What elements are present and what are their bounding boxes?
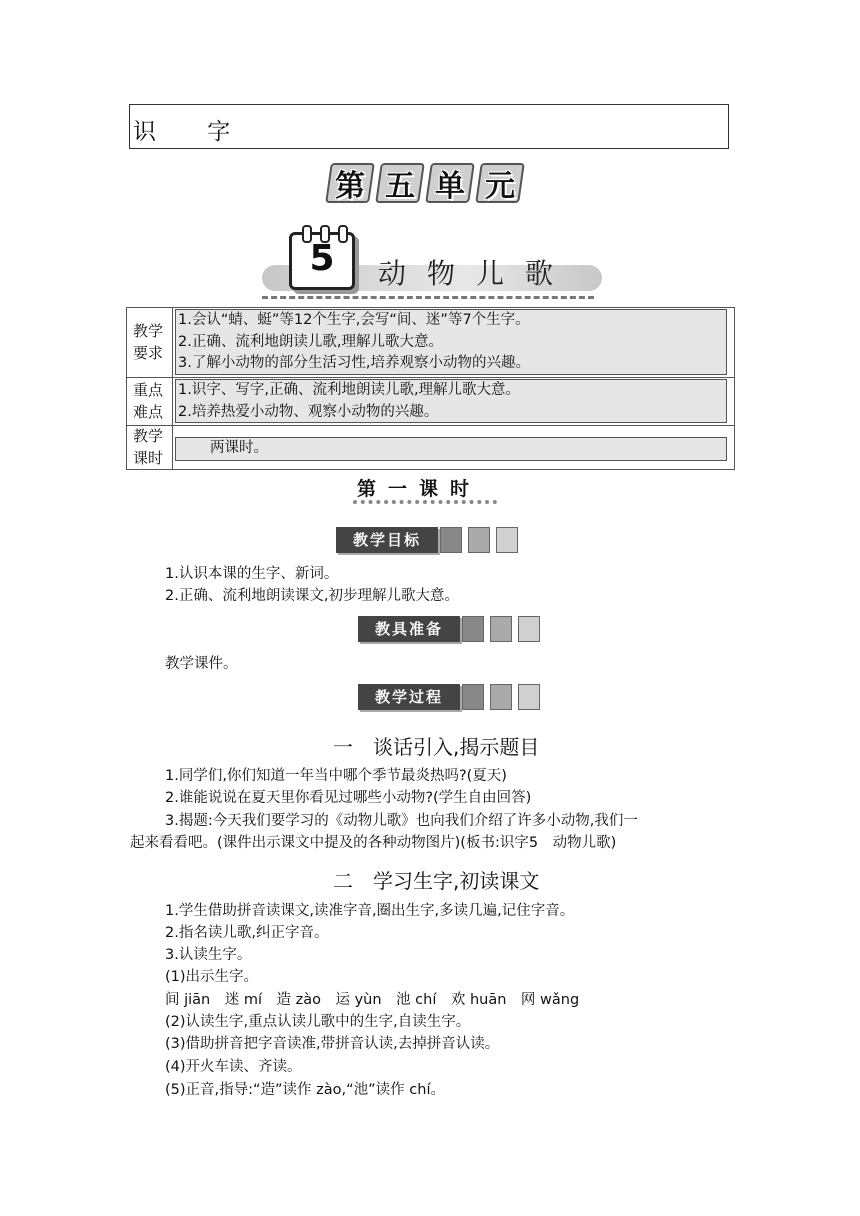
requirements-line: 2.正确、流利地朗读儿歌,理解儿歌大意。 [178, 333, 443, 350]
goal-item: 2.正确、流利地朗读课文,初步理解儿歌大意。 [165, 588, 459, 604]
first-period-header [331, 472, 507, 512]
first-period-divider [353, 500, 497, 504]
first-period-title: 第一课时 [356, 478, 481, 500]
requirements-cell [175, 309, 727, 375]
unit-char-2: 五 [375, 163, 425, 203]
part1-line: 1.同学们,你们知道一年当中哪个季节最炎热吗?(夏天) [165, 768, 507, 784]
calendar-icon [289, 232, 355, 290]
section-title: 识 字 [133, 119, 253, 145]
requirements-line: 1.会认“蜻、蜓”等12个生字,会写“间、迷”等7个生字。 [178, 312, 530, 328]
tag-square [490, 616, 512, 642]
tag-teaching-tools [358, 616, 548, 642]
tag-teaching-process [358, 684, 548, 710]
unit-char-1: 第 [325, 163, 375, 203]
tools-text: 教学课件。 [165, 656, 238, 672]
tag-square [496, 527, 518, 553]
unit-char-4: 元 [475, 163, 525, 203]
tag-square [490, 684, 512, 710]
keypoints-line: 2.培养热爱小动物、观察小动物的兴趣。 [178, 403, 439, 420]
goal-item: 1.认识本课的生字、新词。 [165, 566, 339, 582]
requirements-table [126, 307, 735, 470]
tag-square [462, 616, 484, 642]
periods-label: 教学 课时 [132, 427, 163, 467]
section-title-box [129, 104, 729, 149]
tag-label: 教学目标 [336, 527, 438, 553]
keypoints-line: 1.识字、写字,正确、流利地朗读儿歌,理解儿歌大意。 [178, 382, 521, 398]
part2-line: 2.指名读儿歌,纠正字音。 [165, 925, 329, 941]
tag-square [518, 616, 540, 642]
part2-line: (3)借助拼音把字音读准,带拼音认读,去掉拼音认读。 [165, 1036, 500, 1052]
keypoints-label: 重点 难点 [132, 381, 163, 421]
tag-teaching-goals [336, 527, 526, 553]
part1-line: 2.谁能说说在夏天里你看见过哪些小动物?(学生自由回答) [165, 790, 532, 806]
part2-line: (4)开火车读、齐读。 [165, 1059, 302, 1075]
periods-line: 两课时。 [210, 440, 268, 456]
lesson-title: 动物儿歌 [378, 257, 575, 290]
part2-line: (2)认读生字,重点认读儿歌中的生字,自读生字。 [165, 1014, 471, 1030]
periods-cell [175, 437, 727, 461]
part1-line: 3.揭题:今天我们要学习的《动物儿歌》也向我们介绍了许多小动物,我们一 [165, 813, 638, 829]
tag-label: 教学过程 [358, 684, 460, 710]
tag-square [440, 527, 462, 553]
requirements-line: 3.了解小动物的部分生活习性,培养观察小动物的兴趣。 [178, 355, 530, 371]
part2-line: (5)正音,指导:“造”读作 zào,“池”读作 chí。 [165, 1082, 445, 1098]
unit-char-3: 单 [425, 163, 475, 203]
unit-banner [322, 155, 532, 211]
tag-label: 教具准备 [358, 616, 460, 642]
part2-line: (1)出示生字。 [165, 969, 259, 985]
part1-line: 起来看看吧。(课件出示课文中提及的各种动物图片)(板书:识字5 动物儿歌) [130, 835, 617, 851]
part2-line: 1.学生借助拼音读课文,读准字音,圈出生字,多读几遍,记住字音。 [165, 903, 575, 919]
requirements-label: 教学 要求 [132, 322, 163, 362]
tag-square [462, 684, 484, 710]
lesson-banner-divider [262, 296, 594, 299]
part1-heading: 一 谈话引入,揭示题目 [333, 735, 540, 759]
lesson-number: 5 [309, 238, 335, 279]
part2-line: 间 jiān 迷 mí 造 zào 运 yùn 池 chí 欢 huān 网 wǎng [165, 992, 580, 1008]
part2-line: 3.认读生字。 [165, 947, 252, 963]
keypoints-cell [175, 379, 727, 423]
part2-heading: 二 学习生字,初读课文 [333, 869, 540, 893]
tag-square [518, 684, 540, 710]
tag-square [468, 527, 490, 553]
